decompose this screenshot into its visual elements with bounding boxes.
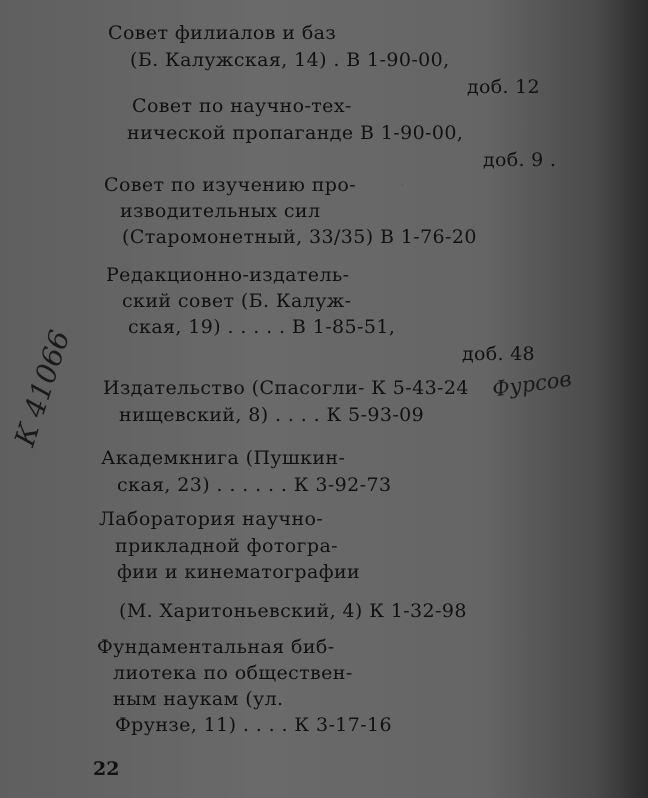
entry-1-line-2: (Б. Калужская, 14) . В 1-90-00, bbox=[130, 49, 450, 71]
entry-4-line-3: ская, 19) . . . . . В 1-85-51, bbox=[128, 316, 396, 338]
entry-3-line-1: Совет по изучению про- bbox=[104, 174, 357, 196]
entry-1-extension: доб. 12 bbox=[467, 76, 540, 98]
entry-4-extension: доб. 48 bbox=[462, 343, 535, 365]
entry-5-line-2: нищевский, 8) . . . . К 5-93-09 bbox=[119, 404, 425, 426]
entry-6-line-2: ская, 23) . . . . . . К 3-92-73 bbox=[117, 474, 392, 496]
entry-7-line-1: Лаборатория научно- bbox=[99, 508, 324, 530]
page-number: 22 bbox=[93, 758, 120, 780]
entry-1-line-1: Совет филиалов и баз bbox=[108, 22, 337, 44]
entry-5-line-1: Издательство (Спасогли- К 5-43-24 bbox=[103, 377, 469, 399]
entry-6-line-1: Академкнига (Пушкин- bbox=[101, 447, 346, 469]
entry-4-line-2: ский совет (Б. Калуж- bbox=[122, 290, 352, 312]
entry-3-line-2: изводительных сил bbox=[120, 200, 321, 222]
entry-8-line-1: (М. Харитоньевский, 4) К 1-32-98 bbox=[119, 600, 467, 622]
entry-9-line-2: лиотека по обществен- bbox=[113, 662, 353, 684]
handwritten-name-note: Фурсов bbox=[490, 366, 573, 402]
entry-3-line-3: (Старомонетный, 33/35) В 1-76-20 bbox=[122, 226, 477, 248]
entry-9-line-1: Фундаментальная биб- bbox=[97, 636, 335, 658]
handwritten-margin-note: К 41066 bbox=[8, 326, 77, 451]
entry-7-line-2: прикладной фотогра- bbox=[115, 535, 338, 557]
entry-9-line-3: ным наукам (ул. bbox=[113, 688, 284, 710]
entry-2-line-2: нической пропаганде В 1-90-00, bbox=[127, 122, 464, 144]
bleed-through-text: . bbox=[400, 172, 405, 190]
entry-2-line-1: Совет по научно-тех- bbox=[132, 95, 352, 117]
entry-4-line-1: Редакционно-издатель- bbox=[106, 264, 350, 286]
entry-9-line-4: Фрунзе, 11) . . . . К 3-17-16 bbox=[115, 714, 393, 736]
entry-7-line-3: фии и кинематографии bbox=[117, 561, 361, 583]
entry-2-extension: доб. 9 . bbox=[483, 149, 557, 171]
